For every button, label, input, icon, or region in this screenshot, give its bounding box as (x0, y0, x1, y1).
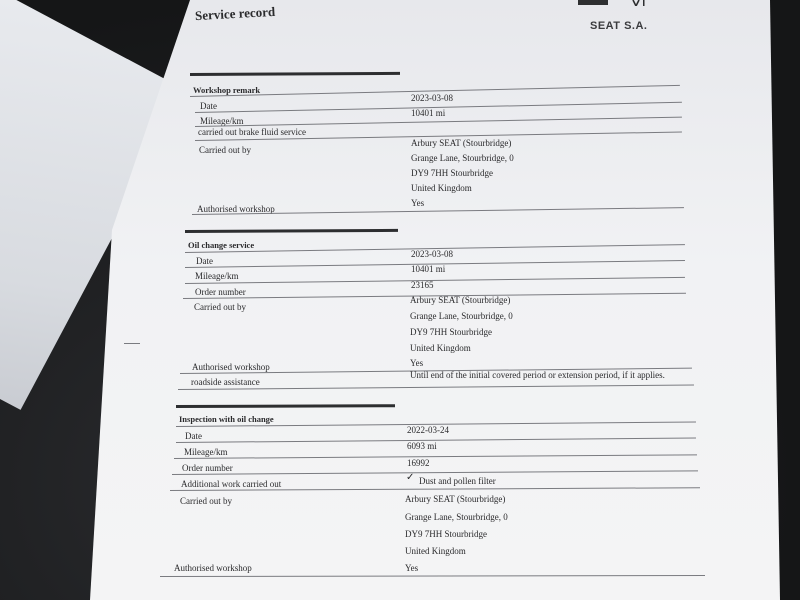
carried-out-by-label: Carried out by (194, 302, 246, 312)
row-divider (160, 575, 705, 577)
date-label: Date (200, 101, 217, 111)
seat-logo-icon (632, 0, 646, 6)
order-number-value: 23165 (411, 280, 434, 290)
date-value: 2023-03-08 (411, 249, 453, 259)
address-line: Arbury SEAT (Stourbridge) (405, 494, 506, 504)
address-line: United Kingdom (411, 183, 472, 193)
mileage-value: 10401 mi (411, 108, 446, 118)
order-number-label: Order number (195, 287, 246, 297)
address-line: DY9 7HH Stourbridge (411, 168, 493, 178)
section-heading-oil-change: Oil change service (188, 240, 255, 250)
address-line: Grange Lane, Stourbridge, 0 (405, 512, 508, 522)
roadside-assistance-value: Until end of the initial covered period or extension period, if it applies. (410, 370, 665, 380)
address-line: DY9 7HH Stourbridge (410, 327, 492, 337)
mileage-value: 6093 mi (407, 441, 437, 451)
address-line: Grange Lane, Stourbridge, 0 (411, 153, 514, 163)
order-number-value: 16992 (407, 458, 430, 468)
section-heading-workshop-remark: Workshop remark (193, 85, 261, 95)
mileage-label: Mileage/km (184, 447, 228, 457)
roadside-assistance-label: roadside assistance (191, 377, 260, 387)
date-value: 2022-03-24 (407, 425, 449, 435)
section-rule (185, 229, 398, 233)
section-rule (176, 404, 395, 408)
date-value: 2023-03-08 (411, 93, 453, 103)
mileage-label: Mileage/km (195, 271, 239, 281)
date-label: Date (196, 256, 213, 266)
row-divider (185, 277, 685, 284)
document-title: Service record (194, 3, 276, 24)
checkmark-icon: ✓ (406, 472, 415, 483)
date-label: Date (185, 431, 202, 441)
address-line: Arbury SEAT (Stourbridge) (411, 138, 512, 148)
address-line: DY9 7HH Stourbridge (405, 529, 487, 539)
order-number-label: Order number (182, 463, 233, 473)
address-line: United Kingdom (405, 546, 466, 556)
address-line: United Kingdom (410, 343, 471, 353)
carried-out-by-label: Carried out by (180, 496, 232, 506)
address-line: Grange Lane, Stourbridge, 0 (410, 311, 513, 321)
brand-name: SEAT S.A. (590, 20, 648, 32)
row-divider (174, 454, 697, 459)
carried-out-by-label: Carried out by (199, 145, 251, 155)
margin-tick (124, 343, 140, 344)
authorised-workshop-label: Authorised workshop (192, 362, 270, 372)
seat-logo-bar (578, 0, 608, 5)
authorised-workshop-label: Authorised workshop (174, 563, 252, 573)
authorised-workshop-value: Yes (411, 198, 425, 208)
authorised-workshop-value: Yes (405, 563, 419, 573)
remark-text: carried out brake fluid service (198, 127, 306, 137)
section-heading-inspection: Inspection with oil change (179, 414, 274, 424)
section-rule (190, 72, 400, 76)
row-divider (172, 470, 698, 475)
address-line: Arbury SEAT (Stourbridge) (410, 295, 511, 305)
additional-work-value: Dust and pollen filter (419, 476, 496, 486)
row-divider (195, 117, 682, 127)
mileage-label: Mileage/km (200, 116, 244, 126)
additional-work-label: Additional work carried out (181, 479, 282, 489)
authorised-workshop-label: Authorised workshop (197, 204, 275, 214)
authorised-workshop-value: Yes (410, 358, 424, 368)
mileage-value: 10401 mi (411, 264, 446, 274)
